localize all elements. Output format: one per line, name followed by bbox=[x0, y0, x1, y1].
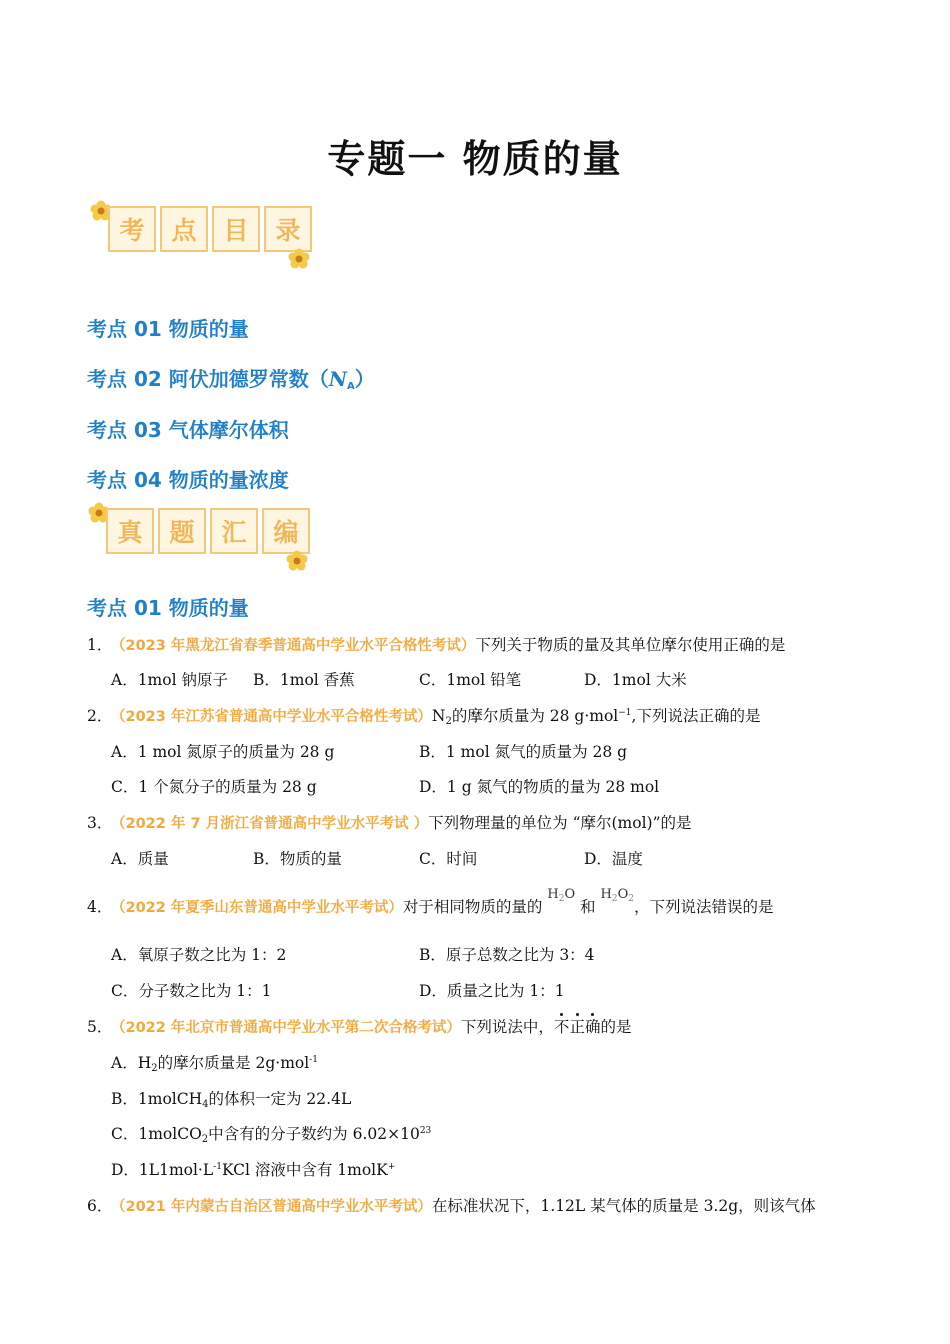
option-subscript: 4 bbox=[202, 1099, 209, 1110]
banner-char: 编 bbox=[262, 508, 310, 554]
option-a[interactable]: A．质量 bbox=[111, 850, 169, 868]
page-title: 专题一 物质的量 bbox=[327, 137, 623, 181]
formula-part: H bbox=[547, 887, 559, 902]
option-superscript: 23 bbox=[419, 1126, 432, 1136]
option-d[interactable] bbox=[111, 1158, 395, 1180]
toc-banner bbox=[88, 200, 318, 252]
option-d[interactable]: D．1 g 氮气的物质的量为 28 mol bbox=[419, 778, 660, 796]
stem-part: ，下列说法错误的是 bbox=[633, 898, 774, 916]
option-b[interactable]: B．原子总数之比为 3：4 bbox=[419, 946, 595, 964]
question-number: 5． bbox=[87, 1018, 113, 1036]
stem-part: 对于相同物质的量的 bbox=[402, 898, 543, 916]
question-number: 3． bbox=[87, 814, 113, 832]
toc-banner-cells bbox=[108, 206, 312, 250]
question-source: （2023 年黑龙江省春季普通高中学业水平合格性考试） bbox=[111, 638, 476, 654]
stem-part: N bbox=[431, 707, 446, 725]
emphasis-char: 不 bbox=[553, 1018, 570, 1036]
banner-char: 题 bbox=[158, 508, 206, 554]
banner-char: 录 bbox=[264, 206, 312, 252]
stem-part: 的是 bbox=[600, 1018, 632, 1036]
formula-subscript: 2 bbox=[558, 894, 565, 904]
section-heading: 考点 01 物质的量 bbox=[87, 596, 249, 620]
question-number: 1． bbox=[87, 636, 113, 654]
option-c[interactable]: C．时间 bbox=[419, 850, 478, 868]
option-a[interactable]: A．1mol 钠原子 bbox=[111, 671, 228, 689]
toc-item-04[interactable]: 考点 04 物质的量浓度 bbox=[87, 468, 289, 492]
question-number: 6． bbox=[87, 1197, 113, 1215]
option-part: 的摩尔质量是 2g·mol bbox=[157, 1054, 310, 1072]
question-number: 4． bbox=[87, 898, 113, 916]
toc-item-02-label: 考点 02 阿伏加德罗常数（ bbox=[87, 367, 329, 391]
toc-item-02[interactable] bbox=[87, 363, 375, 392]
option-part: C．1molCO bbox=[111, 1125, 202, 1143]
option-b[interactable] bbox=[111, 1087, 351, 1110]
option-part: B．1molCH bbox=[111, 1090, 203, 1108]
stem-part: 下列说法中， bbox=[460, 1018, 554, 1036]
option-b[interactable]: B．物质的量 bbox=[253, 850, 342, 868]
option-d[interactable]: D．1mol 大米 bbox=[584, 671, 687, 689]
option-b[interactable]: B．1 mol 氮气的质量为 28 g bbox=[419, 743, 628, 761]
banner-char: 汇 bbox=[210, 508, 258, 554]
flower-icon bbox=[288, 248, 310, 270]
toc-item-03[interactable]: 考点 03 气体摩尔体积 bbox=[87, 418, 289, 442]
question-source: （2022 年北京市普通高中学业水平第二次合格考试） bbox=[111, 1020, 461, 1036]
option-part: KCl 溶液中含有 1molK bbox=[221, 1161, 388, 1179]
exam-banner bbox=[86, 502, 316, 554]
question-source: （2022 年 7 月浙江省普通高中学业水平考试 ） bbox=[111, 816, 429, 832]
stem-part: ,下列说法正确的是 bbox=[631, 707, 761, 725]
question-6 bbox=[87, 1194, 816, 1216]
option-subscript: 2 bbox=[201, 1134, 209, 1145]
banner-char: 点 bbox=[160, 206, 208, 252]
stem-subscript: 2 bbox=[445, 716, 452, 727]
question-1 bbox=[87, 633, 785, 655]
question-stem: 在标准状况下，1.12L 某气体的质量是 3.2g，则该气体 bbox=[431, 1197, 816, 1215]
formula-h2o2 bbox=[601, 887, 634, 904]
option-d[interactable]: D．温度 bbox=[584, 850, 643, 868]
option-d[interactable]: D．质量之比为 1：1 bbox=[419, 982, 565, 1000]
na-subscript: A bbox=[347, 381, 355, 392]
option-c[interactable] bbox=[111, 1122, 431, 1145]
emphasis-char: 确 bbox=[584, 1018, 601, 1036]
option-a[interactable] bbox=[111, 1051, 318, 1074]
formula-part: H bbox=[600, 887, 612, 902]
exam-banner-cells bbox=[106, 508, 310, 552]
banner-char: 真 bbox=[106, 508, 154, 554]
question-source: （2023 年江苏省普通高中学业水平合格性考试） bbox=[111, 709, 432, 725]
option-superscript: -1 bbox=[213, 1162, 222, 1172]
emphasis-char: 正 bbox=[569, 1018, 585, 1036]
option-a[interactable]: A．氧原子数之比为 1：2 bbox=[111, 946, 287, 964]
formula-part: O bbox=[617, 887, 629, 902]
formula-part: O bbox=[564, 887, 576, 902]
option-c[interactable]: C．分子数之比为 1：1 bbox=[111, 982, 272, 1000]
stem-part: 和 bbox=[580, 898, 596, 916]
question-source: （2021 年内蒙古自治区普通高中学业水平考试） bbox=[111, 1199, 432, 1215]
formula-subscript: 2 bbox=[628, 894, 634, 904]
option-part: A．H bbox=[111, 1054, 152, 1072]
question-number: 2． bbox=[87, 707, 113, 725]
formula-h2o bbox=[547, 887, 575, 904]
formula-subscript: 2 bbox=[611, 894, 618, 904]
banner-char: 考 bbox=[108, 206, 156, 252]
option-subscript: 2 bbox=[151, 1063, 158, 1074]
option-a[interactable]: A．1 mol 氮原子的质量为 28 g bbox=[111, 743, 335, 761]
question-source: （2022 年夏季山东普通高中学业水平考试） bbox=[111, 900, 403, 916]
option-c[interactable]: C．1 个氮分子的质量为 28 g bbox=[111, 778, 317, 796]
question-stem: 下列物理量的单位为 “摩尔(mol)”的是 bbox=[428, 814, 692, 832]
question-3 bbox=[87, 811, 692, 833]
option-part: D．1L1mol·L bbox=[111, 1161, 214, 1179]
banner-char: 目 bbox=[212, 206, 260, 252]
question-2 bbox=[87, 704, 760, 727]
option-part: 的体积一定为 22.4L bbox=[208, 1090, 352, 1108]
question-4 bbox=[87, 887, 774, 918]
stem-superscript: −1 bbox=[618, 708, 632, 718]
option-superscript: -1 bbox=[309, 1055, 318, 1065]
na-symbol: N bbox=[328, 367, 348, 391]
toc-item-01[interactable]: 考点 01 物质的量 bbox=[87, 317, 249, 341]
option-c[interactable]: C．1mol 铅笔 bbox=[419, 671, 522, 689]
toc-item-02-close: ） bbox=[354, 367, 375, 391]
option-part: 中含有的分子数约为 6.02×10 bbox=[208, 1125, 420, 1143]
stem-part: 的摩尔质量为 28 g·mol bbox=[451, 707, 619, 725]
question-5 bbox=[87, 1015, 631, 1037]
option-superscript: + bbox=[387, 1162, 396, 1172]
question-stem: 下列关于物质的量及其单位摩尔使用正确的是 bbox=[475, 636, 786, 654]
flower-icon bbox=[286, 550, 308, 572]
option-b[interactable]: B．1mol 香蕉 bbox=[253, 671, 355, 689]
